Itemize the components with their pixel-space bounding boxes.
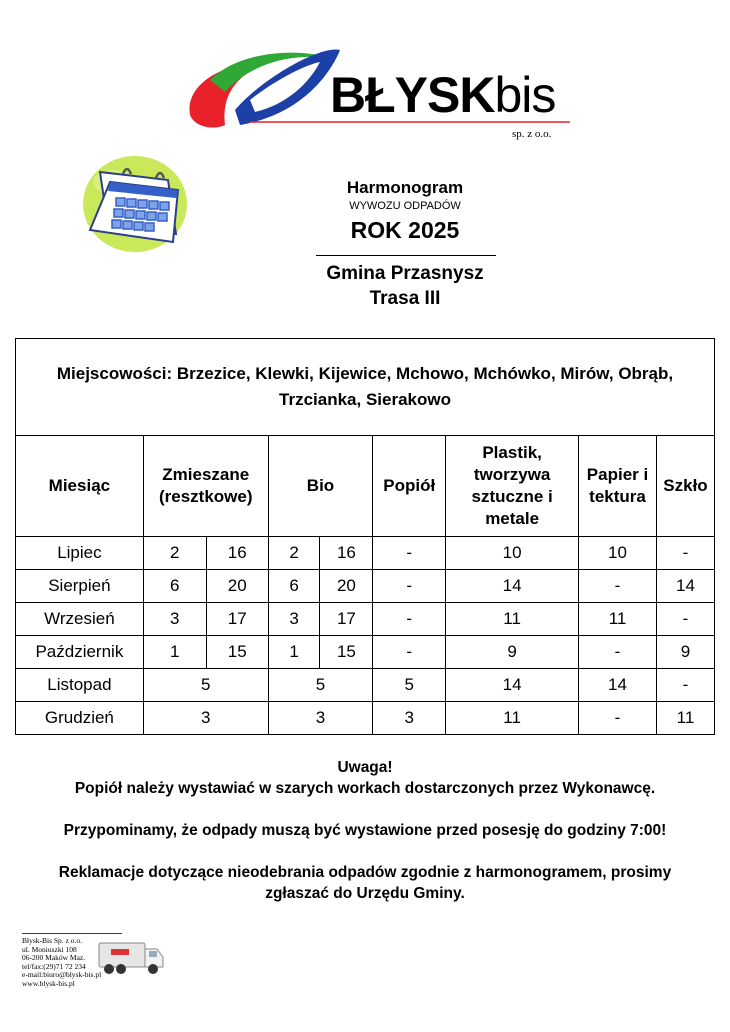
cell-paper: - bbox=[579, 702, 657, 735]
company-contact bbox=[22, 937, 101, 989]
route-name: Trasa III bbox=[369, 288, 441, 309]
cell-ash: - bbox=[373, 570, 446, 603]
cell-mixed: 2 bbox=[143, 537, 206, 570]
locations-row bbox=[16, 339, 715, 436]
logo-brand bbox=[330, 67, 556, 123]
locations-cell: Miejscowości: Brzezice, Klewki, Kijewice, Mchowo, Mchówko, Mirów, Obrąb, Trzcianka, Sierakowo bbox=[16, 339, 715, 436]
cell-glass: 14 bbox=[656, 570, 714, 603]
table-row bbox=[16, 669, 715, 702]
notes-attention: Uwaga! bbox=[337, 759, 393, 776]
cell-bio: 6 bbox=[268, 570, 320, 603]
cell-bio: 20 bbox=[320, 570, 373, 603]
cell-plastic: 9 bbox=[446, 636, 579, 669]
cell-mixed: 3 bbox=[143, 702, 268, 735]
col-header-month: Miesiąc bbox=[16, 436, 144, 537]
cell-bio: 3 bbox=[268, 603, 320, 636]
logo-brand-suffix: bis bbox=[494, 67, 556, 123]
cell-paper: 10 bbox=[579, 537, 657, 570]
schedule-title: Harmonogram bbox=[346, 178, 464, 197]
collection-schedule-table bbox=[15, 338, 715, 735]
table-row bbox=[16, 702, 715, 735]
contact-line: tel/fax:(29)71 72 234 bbox=[22, 961, 86, 971]
cell-month: Październik bbox=[16, 636, 144, 669]
cell-mixed: 1 bbox=[143, 636, 206, 669]
cell-paper: - bbox=[579, 636, 657, 669]
cell-mixed: 3 bbox=[143, 603, 206, 636]
cell-mixed: 20 bbox=[206, 570, 268, 603]
cell-ash: 5 bbox=[373, 669, 446, 702]
footer-divider bbox=[22, 933, 122, 934]
table-row bbox=[16, 603, 715, 636]
cell-plastic: 14 bbox=[446, 669, 579, 702]
heading-divider bbox=[316, 255, 496, 256]
cell-mixed: 17 bbox=[206, 603, 268, 636]
logo-brand-main: BŁYSK bbox=[330, 67, 495, 123]
cell-bio: 1 bbox=[268, 636, 320, 669]
cell-ash: - bbox=[373, 636, 446, 669]
cell-glass: - bbox=[656, 537, 714, 570]
cell-month: Grudzień bbox=[16, 702, 144, 735]
schedule-year: ROK 2025 bbox=[350, 217, 460, 243]
notes-complaints: Reklamacje dotyczące nieodebrania odpadów zgodnie z harmonogramem, prosimy zgłaszać do Urzędu Gminy. bbox=[58, 864, 672, 902]
garbage-truck-icon bbox=[95, 935, 167, 977]
notes-reminder: Przypominamy, że odpady muszą być wystawione przed posesję do godziny 7:00! bbox=[63, 822, 667, 839]
cell-plastic: 11 bbox=[446, 603, 579, 636]
table-row bbox=[16, 570, 715, 603]
schedule-subtitle: WYWOZU ODPADÓW bbox=[349, 200, 461, 212]
col-header-mixed: Zmieszane (resztkowe) bbox=[143, 436, 268, 537]
col-header-paper: Papier i tektura bbox=[579, 436, 657, 537]
notes-ash: Popiół należy wystawiać w szarych workach dostarczonych przez Wykonawcę. bbox=[74, 780, 656, 797]
contact-email: e-mail:biuro@blysk-bis.pl bbox=[22, 970, 102, 980]
cell-mixed: 5 bbox=[143, 669, 268, 702]
cell-glass: 9 bbox=[656, 636, 714, 669]
cell-bio: 2 bbox=[268, 537, 320, 570]
cell-bio: 5 bbox=[268, 669, 373, 702]
cell-plastic: 14 bbox=[446, 570, 579, 603]
cell-month: Wrzesień bbox=[16, 603, 144, 636]
municipality-name: Gmina Przasnysz bbox=[326, 263, 484, 284]
header-row bbox=[16, 436, 715, 537]
contact-line: ul. Moniuszki 108 bbox=[22, 944, 77, 954]
table-row bbox=[16, 537, 715, 570]
cell-paper: 14 bbox=[579, 669, 657, 702]
cell-paper: 11 bbox=[579, 603, 657, 636]
cell-bio: 3 bbox=[268, 702, 373, 735]
cell-plastic: 11 bbox=[446, 702, 579, 735]
calendar-icon bbox=[78, 152, 193, 257]
col-header-glass: Szkło bbox=[656, 436, 714, 537]
cell-mixed: 15 bbox=[206, 636, 268, 669]
logo-legal-form: sp. z o.o. bbox=[512, 128, 552, 140]
cell-mixed: 16 bbox=[206, 537, 268, 570]
cell-mixed: 6 bbox=[143, 570, 206, 603]
cell-plastic: 10 bbox=[446, 537, 579, 570]
cell-ash: - bbox=[373, 603, 446, 636]
company-logo bbox=[180, 40, 580, 150]
notes-section bbox=[15, 757, 715, 904]
cell-ash: - bbox=[373, 537, 446, 570]
cell-bio: 15 bbox=[320, 636, 373, 669]
cell-glass: 11 bbox=[656, 702, 714, 735]
cell-paper: - bbox=[579, 570, 657, 603]
cell-glass: - bbox=[656, 603, 714, 636]
contact-website: www.blysk-bis.pl bbox=[22, 978, 75, 988]
cell-glass: - bbox=[656, 669, 714, 702]
table-row bbox=[16, 636, 715, 669]
contact-line: Błysk-Bis Sp. z o.o. bbox=[22, 936, 83, 945]
cell-bio: 16 bbox=[320, 537, 373, 570]
col-header-bio: Bio bbox=[268, 436, 373, 537]
cell-month: Lipiec bbox=[16, 537, 144, 570]
col-header-ash: Popiół bbox=[373, 436, 446, 537]
cell-bio: 17 bbox=[320, 603, 373, 636]
contact-line: 06-200 Maków Maz. bbox=[22, 953, 86, 963]
cell-ash: 3 bbox=[373, 702, 446, 735]
col-header-plastic: Plastik, tworzywa sztuczne i metale bbox=[446, 436, 579, 537]
cell-month: Sierpień bbox=[16, 570, 144, 603]
cell-month: Listopad bbox=[16, 669, 144, 702]
